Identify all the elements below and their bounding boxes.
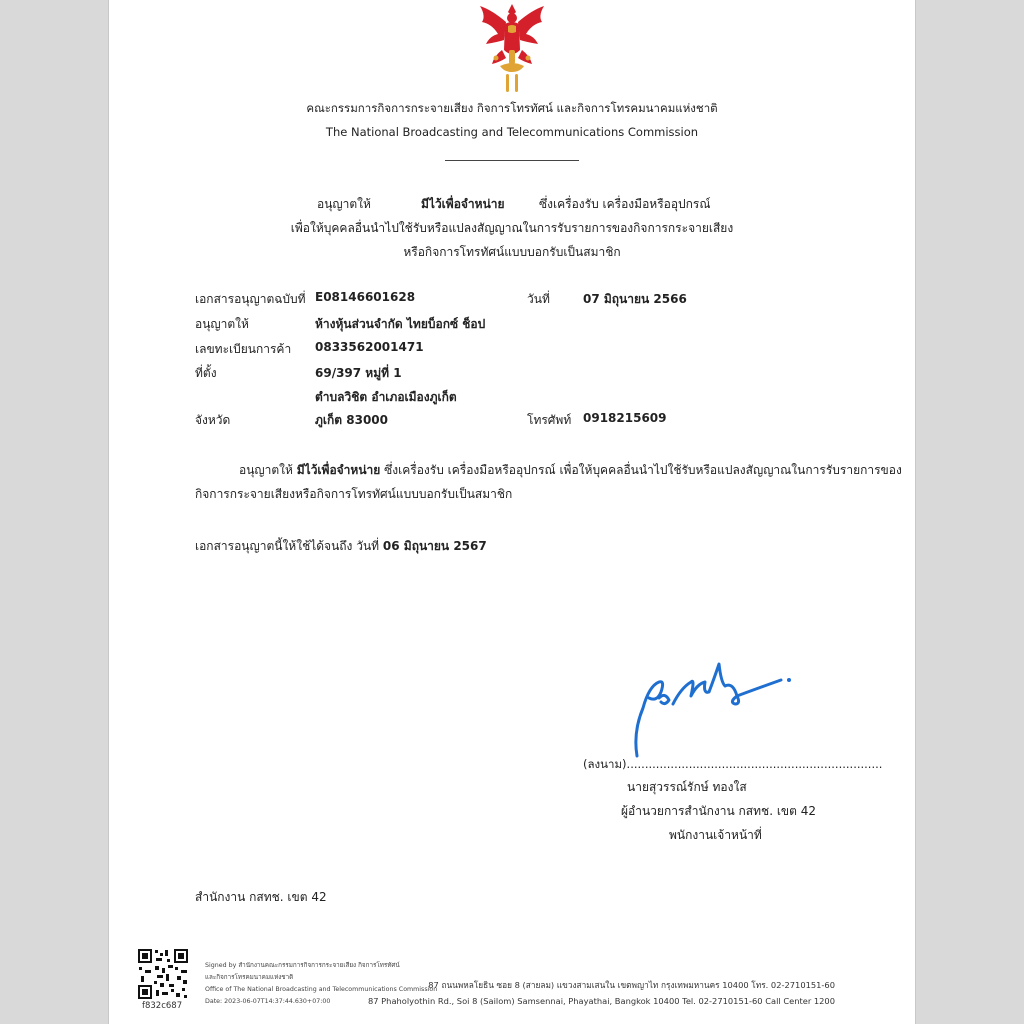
province-label: จังหวัด [195, 413, 231, 427]
address-line-1: 69/397 หมู่ที่ 1 [315, 366, 402, 380]
phone-label: โทรศัพท์ [527, 413, 572, 427]
office-address-english: 87 Phaholyothin Rd., Soi 8 (Sailom) Samsennai, Phayathai, Bangkok 10400 Tel. 02-2710151-60 Call Center 1200 [367, 996, 835, 1006]
grantee-name: ห้างหุ้นส่วนจำกัด ไทยบ็อกซ์ ช็อป [315, 317, 486, 331]
address-label: ที่ตั้ง [195, 366, 217, 380]
signer-role: พนักงานเจ้าหน้าที่ [669, 828, 762, 842]
org-name-english: The National Broadcasting and Telecommunications Commission [325, 125, 699, 139]
intro-permit-prefix: อนุญาตให้ [317, 197, 371, 211]
permit-paragraph-line-2: กิจการกระจายเสียงหรือกิจการโทรทัศน์แบบบอกรับเป็นสมาชิก [195, 487, 513, 501]
signature-line [583, 756, 882, 774]
doc-number-label: เอกสารอนุญาตฉบับที่ [195, 292, 306, 306]
issue-date: 07 มิถุนายน 2566 [583, 292, 687, 306]
signature-label: (ลงนาม) [583, 757, 627, 771]
qr-code-icon [137, 948, 189, 1000]
issuing-office: สำนักงาน กสทช. เขต 42 [195, 890, 327, 904]
org-name-thai: คณะกรรมการกิจการกระจายเสียง กิจการโทรทัศน์ และกิจการโทรคมนาคมแห่งชาติ [306, 101, 718, 115]
signed-by-english: Office of The National Broadcasting and Telecommunications Commission [205, 986, 438, 993]
signer-name: นายสุวรรณ์รักษ์ ทองใส [627, 780, 747, 794]
signed-by-thai: Signed by สำนักงานคณะกรรมการกิจการกระจายเสียง กิจการโทรทัศน์ [205, 962, 400, 969]
registration-number: 0833562001471 [315, 340, 424, 354]
grantee-label: อนุญาตให้ [195, 317, 249, 331]
permit-paragraph-rest: ซึ่งเครื่องรับ เครื่องมือหรืออุปกรณ์ เพื่อให้บุคคลอื่นนำไปใช้รับหรือแปลงสัญญาณในการรับรายการของ [380, 463, 902, 477]
phone-number: 0918215609 [583, 411, 667, 425]
permit-paragraph-prefix: อนุญาตให้ [239, 463, 297, 477]
address-line-2: ตำบลวิชิต อำเภอเมืองภูเก็ต [315, 390, 457, 404]
validity-statement [195, 537, 487, 556]
registration-label: เลขทะเบียนการค้า [195, 342, 292, 356]
intro-permit-type: มีไว้เพื่อจำหน่าย [421, 197, 505, 211]
intro-line-2: เพื่อให้บุคคลอื่นนำไปใช้รับหรือแปลงสัญญาณในการรับรายการของกิจการกระจายเสียง [290, 221, 734, 235]
permit-document [108, 0, 916, 1024]
signature-dots: ...................................................................... [626, 757, 883, 771]
signed-by-thai-2: และกิจการโทรคมนาคมแห่งชาติ [205, 974, 294, 981]
intro-line-3: หรือกิจการโทรทัศน์แบบบอกรับเป็นสมาชิก [403, 245, 621, 259]
permit-paragraph-line-1 [239, 461, 902, 480]
garuda-emblem [472, 0, 552, 96]
signed-date: Date: 2023-06-07T14:37:44.630+07:00 [205, 998, 331, 1005]
qr-code-text: f832c687 [142, 1001, 183, 1011]
handwritten-signature [621, 652, 801, 760]
header-separator [445, 160, 579, 161]
permit-paragraph-type: มีไว้เพื่อจำหน่าย [296, 463, 381, 477]
doc-number: E08146601628 [315, 290, 416, 304]
validity-prefix: เอกสารอนุญาตนี้ให้ใช้ได้จนถึง วันที่ [195, 539, 383, 553]
office-address-thai: 87 ถนนพหลโยธิน ซอย 8 (สายลม) แขวงสามเสนใน เขตพญาไท กรุงเทพมหานคร 10400 โทร. 02-2710151-60 [428, 980, 835, 990]
issue-date-label: วันที่ [527, 292, 550, 306]
signer-position: ผู้อำนวยการสำนักงาน กสทช. เขต 42 [621, 804, 816, 818]
intro-permit-suffix: ซึ่งเครื่องรับ เครื่องมือหรืออุปกรณ์ [539, 197, 711, 211]
province-value: ภูเก็ต 83000 [315, 413, 388, 427]
validity-date: 06 มิถุนายน 2567 [382, 539, 487, 553]
